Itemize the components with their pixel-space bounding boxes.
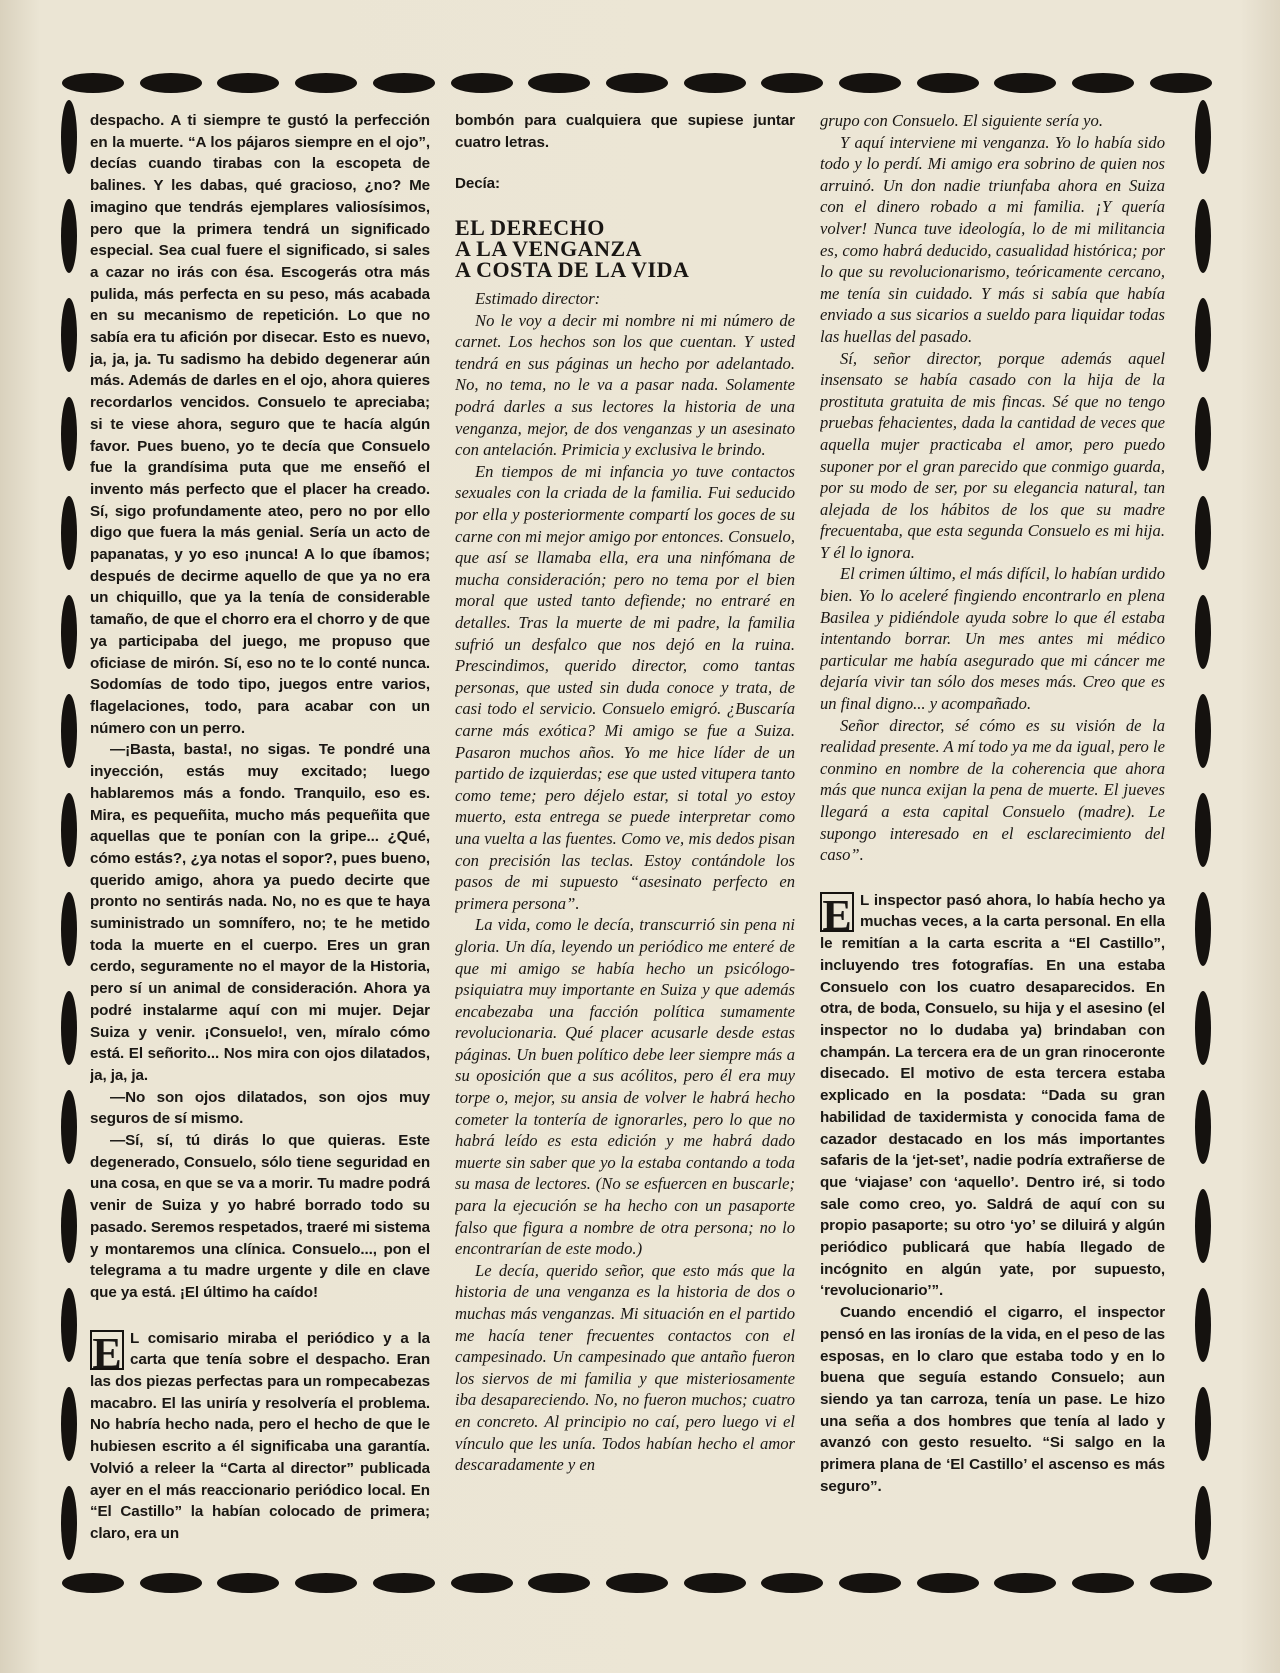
letter-body bbox=[455, 288, 795, 1476]
paragraph: En tiempos de mi infancia yo tuve contactos sexuales con la criada de la familia. Fui seducido por ella y posteriormente compartí los goces de su carne con mi mejor amigo por entonces. Consuelo, que así se llamaba ella, era una ninfómana de mucha consideración; pero no tema por el bien moral que usted tanto defiende; no entraré en detalles. Tras la muerte de mi padre, la familia sufrió un desfalco que nos dejó en la ruina. Prescindimos, querido director, como tantas personas, que usted sin duda conoce y trata, de casi todo el servicio. Consuelo emigró. ¿Buscaría carne más exótica? Mi amigo se fue a Suiza. Pasaron muchos años. Yo me hice líder de un partido de izquierdas; ese que usted vitupera tanto como teme; pero déjelo estar, si total yo estoy muerto, esta entrega se puede interpretar como una vuelta a las fuentes. Como ve, mis dedos pisan con precisión las teclas. Estoy contándole los pasos de mi supuesto “asesinato perfecto en primera persona”. bbox=[455, 461, 795, 913]
paragraph: bombón para cualquiera que supiese juntar cuatro letras. bbox=[455, 112, 795, 151]
column-3 bbox=[820, 110, 1165, 1560]
headline-line: EL DERECHO bbox=[455, 215, 605, 241]
left-border-ornament bbox=[58, 100, 80, 1560]
intro-label: Decía: bbox=[455, 175, 500, 193]
right-border-ornament bbox=[1192, 100, 1214, 1560]
column-2 bbox=[455, 110, 795, 1560]
paragraph: Y aquí interviene mi venganza. Yo lo había sido todo y lo perdí. Mi amigo era sobrino de quien nos arruinó. Un don nadie triunfaba ahora en Suiza con el dinero robado a mi familia. ¡Y quería volver! Nunca tuve ideología, lo de mi militancia es, como habrá deducido, casualidad histórica; por lo que su revolucionarismo, teóricamente cercano, me tenía sin cuidado. Y más si sabía que había enviado a sus sicarios a sueldo para liquidar todas las huellas del pasado. bbox=[820, 132, 1165, 346]
paragraph: grupo con Consuelo. El siguiente sería yo. bbox=[820, 111, 1103, 130]
paragraph: Cuando encendió el cigarro, el inspector pensó en las ironías de la vida, en el peso de las esposas, en lo claro que estaba todo y en lo buena que seguía estando Consuelo; aun siendo ya tan carroza, tenía un pase. Le hizo una seña a dos hombres que tenía al lado y avanzó con gesto resuelto. “Si salgo en la primera plana de ‘El Castillo’ el ascenso es más seguro”. bbox=[820, 1304, 1165, 1495]
salutation: Estimado director: bbox=[475, 289, 601, 309]
paragraph: —Sí, sí, tú dirás lo que quieras. Este degenerado, Consuelo, sólo tiene seguridad en una cosa, en que se va a morir. Tu madre podrá venir de Suiza y yo habré borrado todo su pasado. Seremos respetados, traeré mi sistema y montaremos una clínica. Consuelo..., pon el telegrama a tu madre urgente y dile en clave que ya está. ¡El último ha caído! bbox=[90, 1132, 430, 1301]
paragraph: despacho. A ti siempre te gustó la perfección en la muerte. “A los pájaros siempre en el ojo”, decías cuando tirabas con la escopeta de balines. Y les dabas, qué gracioso, ¿no? Me imagino que tendrás ejemplares valiosísimos, pero que la primera tendrá un significado especial. Sea cual fuere el significado, si sales a cazar no irás con ésa. Escogerás otra más pulida, más perfecta en su peso, más acabada en su mecanismo de repetición. Lo que no sabía era tu afición por disecar. Esto es nuevo, ja, ja, ja. Tu sadismo ha debido degenerar aún más. Además de darles en el ojo, ahora quieres recordarlos vencidos. Consuelo te apreciaba; si te viese ahora, seguro que te hacía algún favor. Pues bueno, yo te decía que Consuelo fue la grandísima puta que me enseñó el invento más perfecto que el placer ha creado. Sí, sigo profundamente ateo, pero no por ello digo que fuera la más genial. Sería un acto de papanatas, y yo eso ¡nunca! A lo que íbamos; después de decirme aquello de que ya no era un chiquillo, que ya la tenía de considerable tamaño, de que el chorro era el chorro y de que ya participaba del juego, me propuso que oficiase de mirón. Sí, eso no te lo conté nunca. Sodomías de todo tipo, juegos entre varios, flagelaciones, todo, para acabar con un número con un perro. bbox=[90, 112, 430, 737]
paragraph-text: L comisario miraba el periódico y a la carta que tenía sobre el despacho. Eran las dos piezas perfectas para un rompecabezas macabro. El las uniría y resolvería el problema. No habría hecho nada, pero el hecho de que le hubiesen escrito a él significaba una garantía. Volvió a releer la “Carta al director” publicada ayer en el más reaccionario periódico local. En “El Castillo” la habían colocado de primera; claro, era un bbox=[90, 1329, 430, 1542]
paragraph: Señor director, sé cómo es su visión de la realidad presente. A mí todo ya me da igual, pero le conmino en nombre de la coherencia que ahora más que nunca exijan la pena de muerte. El jueves llegará a esta capital Consuelo (madre). Le supongo interesado en el esclarecimiento del caso”. bbox=[820, 715, 1165, 865]
bottom-border-ornament bbox=[62, 1570, 1212, 1596]
dropcap-paragraph bbox=[90, 1328, 430, 1545]
paragraph: No le voy a decir mi nombre ni mi número de carnet. Los hechos son los que cuentan. Y usted tendrá en sus páginas un hecho por adelantado. No, no tema, no le va a pasar nada. Solamente podrá darles a sus lectores la historia de una venganza, mejor, de dos venganzas y un asesinato con antelación. Primicia y exclusiva le brindo. bbox=[455, 310, 795, 460]
headline-line: A LA VENGANZA bbox=[455, 236, 643, 262]
column-1 bbox=[90, 110, 430, 1560]
paragraph-text: L inspector pasó ahora, lo había hecho ya muchas veces, a la carta personal. En ella le remitían a la carta escrita a “El Castillo”, incluyendo tres fotografías. En una estaba Consuelo con los cuatro desaparecidos. En otra, de boda, Consuelo, su hija y el asesino (el inspector no lo dudaba ya) brindaban con champán. La tercera era de un gran rinoceronte disecado. El motivo de esta tercera estaba explicado en la posdata: “Dada su gran habilidad de taxidermista y conocida fama de cazador destacado en los más importantes safaris de la ‘jet-set’, nadie podría extrañerse de que ‘viajase’ con ‘aquello’. Dentro iré, si todo sale como creo, yo. Saldrá de aquí con su propio pasaporte; su otro ‘yo’ se diluirá y algún periódico publicará que había llegado de incógnito en algún yate, por supuesto, ‘revolucionario’”. bbox=[820, 891, 1165, 1300]
dropcap-paragraph bbox=[820, 890, 1165, 1302]
paragraph: Le decía, querido señor, que esto más que la historia de una venganza es la historia de dos o muchas más venganzas. Mi situación en el partido me hacía tener frecuentes contactos con el campesinado. Un campesinado que antaño fueron los siervos de mi familia y que misteriosamente iba desapareciendo. No, no fueron muchos; cuatro en concreto. Al principio no caí, pero luego vi el vínculo que les unía. Todos habían hecho el amor descaradamente y en bbox=[455, 1260, 795, 1475]
paragraph: —¡Basta, basta!, no sigas. Te pondré una inyección, estás muy excitado; luego hablaremos más a fondo. Tranquilo, eso es. Mira, es pequeñita, mucho más pequeñita que aquellas que te ponían con la gripe... ¿Qué, cómo estás?, ¿ya notas el sopor?, pues bueno, querido amigo, ahora ya puedo decirte que pronto no sentirás nada. No, no es que te haya suministrado un somnífero, no; te he metido toda la muerte en el cuerpo. Eres un gran cerdo, seguramente no el mayor de la Historia, pero sí un animal de consideración. Ahora ya podré instalarme aquí con mi mujer. Dejar Suiza y venir. ¡Consuelo!, ven, míralo cómo está. El señorito... Nos mira con ojos dilatados, ja, ja, ja. bbox=[90, 741, 430, 1084]
headline-line: A COSTA DE LA VIDA bbox=[455, 257, 690, 283]
letter-headline bbox=[455, 215, 795, 283]
narrative-section bbox=[820, 890, 1165, 1498]
paragraph: La vida, como le decía, transcurrió sin pena ni gloria. Un día, leyendo un periódico me enteré de que mi amigo se había hecho un psicólogo-psiquiatra muy importante en Suiza y que además encabezaba una facción política sumamente revolucionaria. Qué placer acusarle desde estas páginas. Un buen político debe leer siempre más a su oposición que a sus acólitos, pero él era muy torpe o, mejor, su ansia de volver le habrá hecho cometer la tontería de ignorarles, pero lo que no habrá leído es esta edición y me habrá dado muerte sin saber que yo la estaba contando a toda su masa de lectores. (No se esfuercen en buscarle; para la ejecución se ha hecho con un pasaporte falso que figura a nombre de otra persona; no lo encontrarían de este modo.) bbox=[455, 915, 795, 1259]
drop-cap: E bbox=[90, 1330, 124, 1370]
paragraph: Sí, señor director, porque además aquel insensato se había casado con la hija de la prostituta gratuita de mis fincas. Sé que no tengo pruebas fehacientes, dada la cantidad de veces que aquella mujer practicaba el amor, pero puedo suponer por el gran parecido que conmigo guarda, por su modo de ser, por su elegancia natural, tan alejada de los hábitos de los que su madre frecuentaba, que esta segunda Consuelo es mi hija. Y él lo ignora. bbox=[820, 348, 1165, 562]
letter-body-continued bbox=[820, 110, 1165, 866]
drop-cap: E bbox=[820, 892, 854, 932]
paragraph: El crimen último, el más difícil, lo habían urdido bien. Yo lo aceleré fingiendo encontrarlo en plena Basilea y pidiéndole ayuda sobre lo que él estaba intentando borrar. Un mes antes mi médico particular me había asegurado que mi cáncer me dejaría vivir tan sólo dos meses más. Creo que es un final digno... y acompañado. bbox=[820, 564, 1165, 714]
paragraph: —No son ojos dilatados, son ojos muy seguros de sí mismo. bbox=[90, 1088, 430, 1128]
top-border-ornament bbox=[62, 70, 1212, 96]
